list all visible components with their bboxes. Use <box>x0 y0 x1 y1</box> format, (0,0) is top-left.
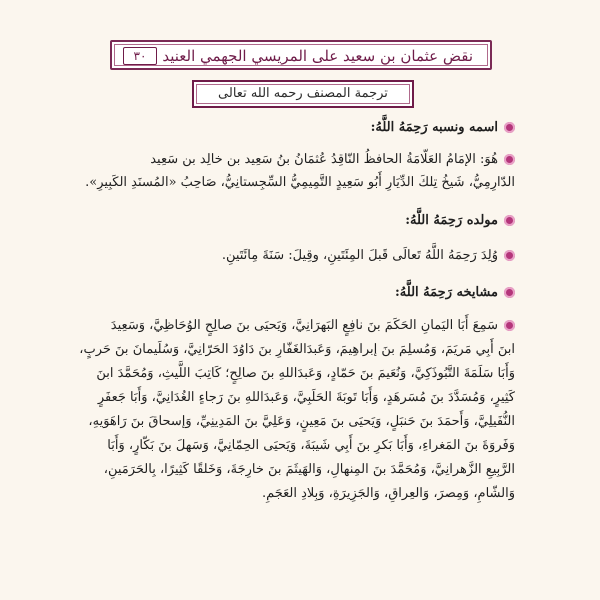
running-header <box>110 40 492 70</box>
section-title: ترجمة المصنف رحمه الله تعالى <box>196 84 410 104</box>
paragraph-line: سَمِعَ أَبَا اليَمانِ الحَكَمَ بنَ نافِعٍ البَهرَانِيَّ، وَيَحيَى بنَ صالِحٍ الوُحَاظِيَّ، وَسَعِيدَ <box>111 318 515 333</box>
flower-ornament-icon <box>504 215 515 226</box>
flower-ornament-icon <box>504 287 515 298</box>
paragraph-line: وَالشّامِ، وَمِصرَ، وَالعِراقِ، وَالجَزِيرَةِ، وَبِلادِ العَجَمِ. <box>261 486 515 501</box>
paragraph-line: الرَّبِيعِ الزَّهرانِيَّ، وَمُحَمَّدَ بنَ المِنهالِ، وَالهَيثَمَ بنَ خارِجَةَ، وَخَلقًا كَثِيرًا، بِالحَرَمَينِ، <box>103 462 515 477</box>
paragraph-line: وَأَبَا سَلَمَةَ التَّبُوذَكِيَّ، وَنُعَيمَ بنَ حَمّادٍ، وَعَبدَاللهِ بنَ صالِحٍ؛ كَاتِبَ اللَّيثِ، وَمُحَمَّدَ ابنَ <box>96 366 515 381</box>
paragraph-line: كَثِيرٍ، وَمُسَدَّدَ بنَ مُسَرهَدٍ، وَأَبَا تَوبَةَ الحَلَبِيَّ، وَعَبدَاللهِ بنَ رَجاءٍ الغُدَانِيَّ، وَأَبَا جَعفَرٍ <box>97 390 515 405</box>
flower-ornament-icon <box>504 122 515 133</box>
paragraph-line: النُّفَيلِيَّ، وَأَحمَدَ بنَ حَنبَلٍ، وَيَحيَى بنَ مَعِينٍ، وَعَلِيَّ بنَ المَدِينِيِّ، وَإسحاقَ بنَ رَاهَوَيهِ، <box>88 414 515 429</box>
paragraph-line: الدّارِمِيُّ، شَيخُ تِلكَ الدِّيَارِ أَبُو سَعِيدٍ التَّمِيمِيُّ السِّجِستانِيُّ، صَاحِبُ «المُسنَدِ الكَبِيرِ». <box>85 175 515 190</box>
flower-ornament-icon <box>504 250 515 261</box>
section-title-box <box>192 80 414 108</box>
heading-text: اسمه ونسبه رَحِمَهُ اللَّهُ: <box>370 120 498 135</box>
paragraph-line: هُوَ: الإمَامُ العَلّامَةُ الحافظُ النّاقِدُ عُثمَانُ بنُ سَعِيد بن خالِد بن سَعِيد <box>150 152 515 167</box>
header-frame <box>114 44 488 66</box>
heading-birth: مولده رَحِمَهُ اللَّهُ: <box>405 213 515 228</box>
paragraph-line: وُلِدَ رَحِمَهُ اللَّهُ تَعالَى قَبلَ المِئَتَينِ، وقِيلَ: سَنَةَ مِائَتَينِ. <box>222 248 515 263</box>
paragraph-line: ابنَ أَبِي مَريَمَ، وَمُسلِمَ بنَ إبراهِيمَ، وَعَبدَالغَفّارِ بنَ دَاوُدَ الحَرّانِيَّ، وَسُلَيمانَ بنَ حَربٍ، <box>79 342 515 357</box>
paragraph-line: وَفَروَةَ بنَ المَغراءِ، وَأَبَا بَكرِ بنَ أَبِي شَيبَةَ، وَيَحيَى الحِمّانِيَّ، وَسَهلَ بنَ بَكّارٍ، وَأَبَا <box>107 438 515 453</box>
flower-ornament-icon <box>504 320 515 331</box>
heading-teachers: مشايخه رَحِمَهُ اللَّهُ: <box>395 285 515 300</box>
book-title: نقض عثمان بن سعيد على المريسي الجهمي العنيد <box>162 47 473 65</box>
page-number: ٣٠ <box>123 47 157 65</box>
heading-name-lineage <box>371 120 515 135</box>
flower-ornament-icon <box>504 154 515 165</box>
